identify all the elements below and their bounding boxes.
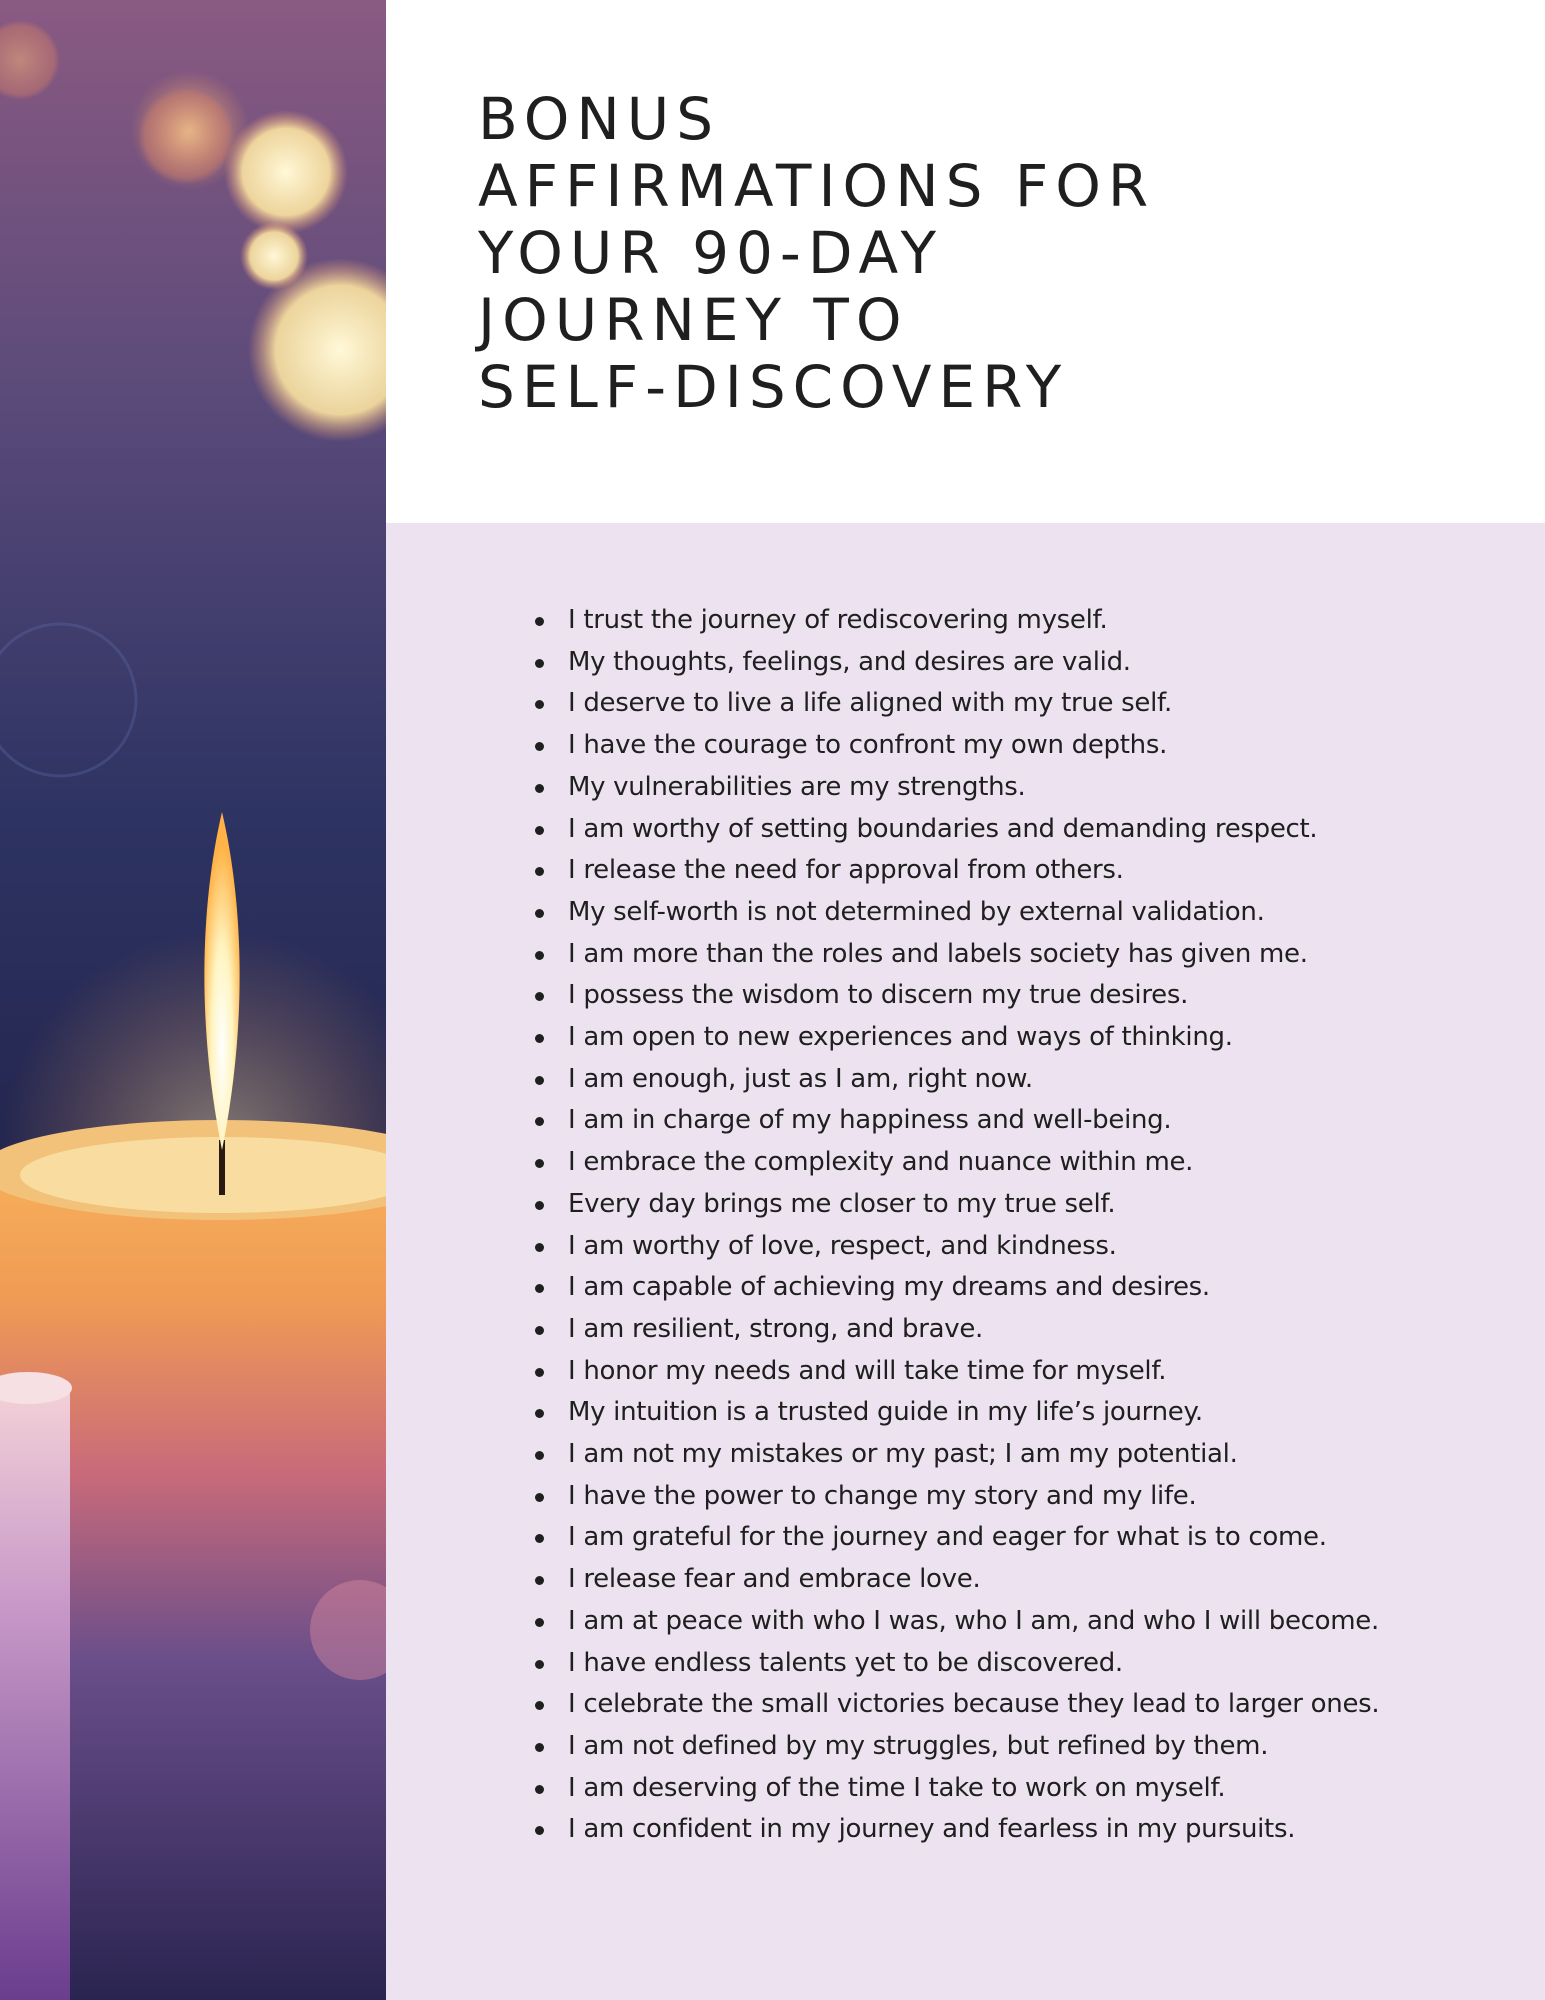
list-item: I celebrate the small victories because they lead to larger ones. (532, 1684, 1379, 1726)
list-item: I embrace the complexity and nuance within me. (532, 1142, 1379, 1184)
list-item: I am more than the roles and labels society has given me. (532, 934, 1379, 976)
list-item: My intuition is a trusted guide in my life’s journey. (532, 1392, 1379, 1434)
list-item: I am confident in my journey and fearless in my pursuits. (532, 1809, 1379, 1851)
title-line: BONUS (478, 85, 721, 153)
affirmations-list (532, 600, 1379, 1851)
list-item: I am not my mistakes or my past; I am my potential. (532, 1434, 1379, 1476)
list-item: I trust the journey of rediscovering myself. (532, 600, 1379, 642)
title-line: JOURNEY TO (478, 286, 909, 354)
list-item: I deserve to live a life aligned with my true self. (532, 683, 1379, 725)
list-item: I am enough, just as I am, right now. (532, 1059, 1379, 1101)
list-item: I am at peace with who I was, who I am, and who I will become. (532, 1601, 1379, 1643)
list-item: I have the courage to confront my own depths. (532, 725, 1379, 767)
list-item: I am in charge of my happiness and well-being. (532, 1100, 1379, 1142)
list-item: I am deserving of the time I take to work on myself. (532, 1768, 1379, 1810)
list-item: I am worthy of love, respect, and kindness. (532, 1226, 1379, 1268)
list-item: I am open to new experiences and ways of thinking. (532, 1017, 1379, 1059)
page-title (478, 86, 1155, 421)
candle-illustration (0, 0, 386, 2000)
affirmations-panel (386, 523, 1545, 2000)
list-item: I possess the wisdom to discern my true desires. (532, 975, 1379, 1017)
title-line: SELF-DISCOVERY (478, 353, 1069, 421)
list-item: My self-worth is not determined by external validation. (532, 892, 1379, 934)
title-header (386, 0, 1545, 523)
candle-photo (0, 0, 386, 2000)
list-item: Every day brings me closer to my true self. (532, 1184, 1379, 1226)
list-item: I release fear and embrace love. (532, 1559, 1379, 1601)
title-line: YOUR 90-DAY (478, 219, 944, 287)
list-item: I am resilient, strong, and brave. (532, 1309, 1379, 1351)
list-item: I am not defined by my struggles, but refined by them. (532, 1726, 1379, 1768)
list-item: I release the need for approval from others. (532, 850, 1379, 892)
list-item: I have the power to change my story and my life. (532, 1476, 1379, 1518)
list-item: I honor my needs and will take time for myself. (532, 1351, 1379, 1393)
list-item: I am capable of achieving my dreams and desires. (532, 1267, 1379, 1309)
list-item: I am worthy of setting boundaries and demanding respect. (532, 809, 1379, 851)
title-line: AFFIRMATIONS FOR (478, 152, 1156, 220)
list-item: My thoughts, feelings, and desires are valid. (532, 642, 1379, 684)
list-item: My vulnerabilities are my strengths. (532, 767, 1379, 809)
list-item: I am grateful for the journey and eager for what is to come. (532, 1517, 1379, 1559)
list-item: I have endless talents yet to be discovered. (532, 1643, 1379, 1685)
